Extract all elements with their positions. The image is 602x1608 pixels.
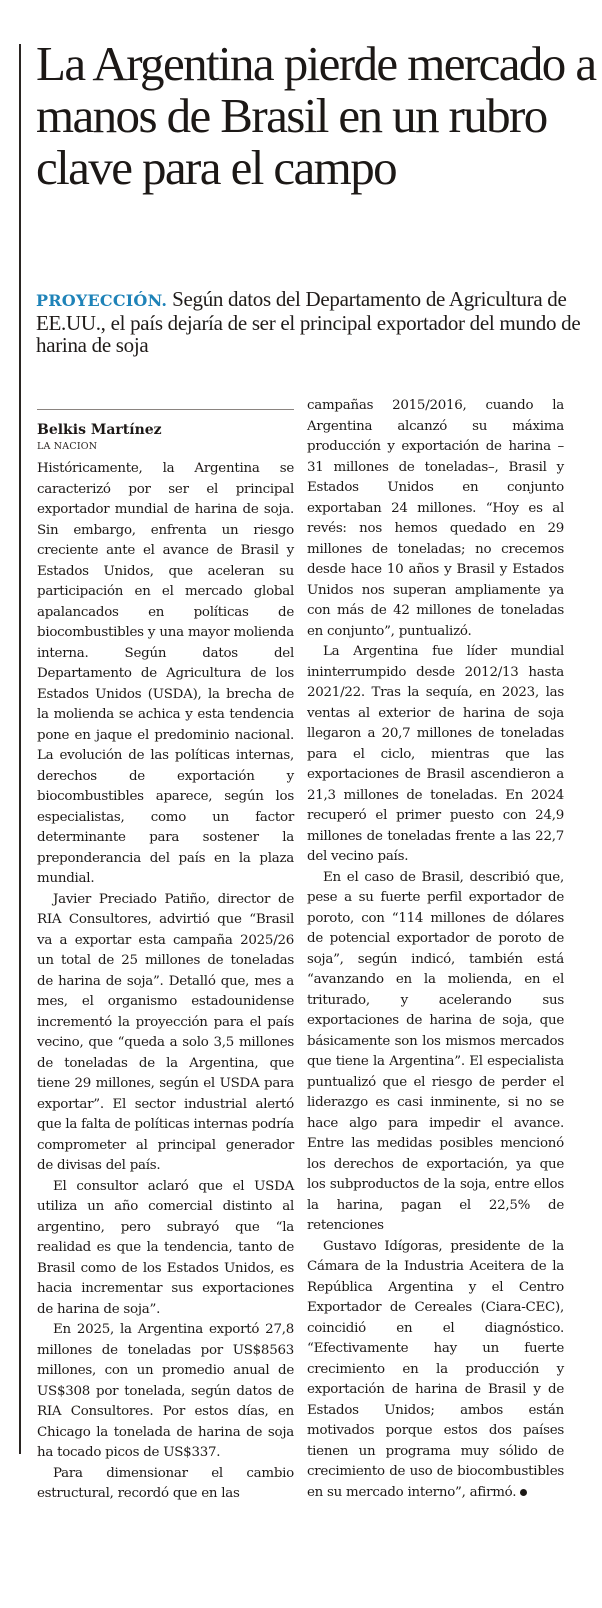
deck-text: Según datos del Departamento de Agricultura de EE.UU., el país dejaría de ser el principal exportador del mundo de harina de soja — [36, 287, 581, 357]
paragraph: Históricamente, la Argentina se caracterizó por ser el principal exportador mundial de harina de soja. Sin embargo, enfrenta un riesgo creciente ante el avance de Brasil y Estados Unidos, que aceleran su participación en el mercado global apalancados en políticas de biocombustibles y una mayor molienda interna. Según datos del Departamento de Agricultura de los Estados Unidos (USDA), la brecha de la molienda se achica y esta tendencia pone en jaque el predominio nacional. La evolución de las políticas internas, derechos de exportación y biocombustibles aparece, según los especialistas, como un factor determinante para sostener la preponderancia del país en la plaza mundial. — [37, 461, 294, 886]
byline-author: Belkis Martínez — [37, 422, 162, 438]
deck-kicker: PROYECCIÓN. — [36, 291, 168, 310]
paragraph: La Argentina fue líder mundial ininterrumpido desde 2012/13 hasta 2021/22. Tras la sequía, en 2023, las ventas al exterior de harina de soja llegaron a 20,7 millones de toneladas para el ciclo, mientras que las exportaciones de Brasil ascendieron a 21,3 millones de toneladas. En 2024 recuperó el primer puesto con 24,9 millones de toneladas frente a las 22,7 del vecino país. — [307, 644, 564, 864]
body-column-left — [37, 459, 294, 1505]
paragraph: Javier Preciado Patiño, director de RIA Consultores, advirtió que “Brasil va a exportar esta campaña 2025/26 un total de 25 millones de toneladas de harina de soja”. Detalló que, mes a mes, el organismo estadounidense incrementó la proyección para el país vecino, que “queda a solo 3,5 millones de toneladas de la Argentina, que tiene 29 millones, según el USDA para exportar”. El sector industrial alertó que la falta de políticas internas podría comprometer al principal generador de divisas del país. — [37, 891, 294, 1173]
paragraph-final-text: Gustavo Idígoras, presidente de la Cámara de la Industria Aceitera de la República Argentina y el Centro Exportador de Cereales (Ciara-CEC), coincidió en el diagnóstico. “Efectivamente hay un fuerte crecimiento en la producción y exportación de harina de Brasil y de Estados Unidos; ambos están motivados porque estos dos países tienen un programa muy sólido de crecimiento de uso de biocombustibles en su mercado interno”, afirmó. — [307, 1238, 564, 1500]
paragraph-final — [307, 1237, 564, 1504]
deck — [36, 288, 596, 356]
body-column-right — [307, 396, 564, 1503]
headline: La Argentina pierde mercado a manos de Brasil en un rubro clave para el campo — [36, 36, 596, 195]
end-of-article-bullet-icon — [520, 1489, 527, 1496]
paragraph: campañas 2015/2016, cuando la Argentina alcanzó su máxima producción y exportación de harina –31 millones de toneladas–, Brasil y Estados Unidos en conjunto exportaban 24 millones. “Hoy es al revés: nos hemos quedado en 29 millones de toneladas; no crecemos desde hace 10 años y Brasil y Estados Unidos nos superan ampliamente ya con más de 42 millones de toneladas en conjunto”, puntualizó. — [307, 398, 564, 639]
paragraph: El consultor aclaró que el USDA utiliza un año comercial distinto al argentino, pero subrayó que “la realidad es que la tendencia, tanto de Brasil como de los Estados Unidos, es hacia incrementar sus exportaciones de harina de soja”. — [37, 1178, 294, 1317]
paragraph: En el caso de Brasil, describió que, pese a su fuerte perfil exportador de poroto, con “114 millones de dólares de potencial exportador de poroto de soja”, según indicó, también está “avanzando en la molienda, en el triturado, y acelerando sus exportaciones de harina de soja, que básicamente son los mismos mercados que tiene la Argentina”. El especialista puntualizó que el riesgo de perder el liderazgo es casi inminente, si no se hace algo para impedir el avance. Entre las medidas posibles mencionó los derechos de exportación, ya que los subproductos de la soja, entre ellos la harina, pagan el 22,5% de retenciones — [307, 869, 564, 1233]
paragraph: Para dimensionar el cambio estructural, recordó que en las — [37, 1465, 294, 1501]
byline-outlet: LA NACION — [37, 441, 98, 452]
byline-divider — [37, 409, 294, 410]
paragraph: En 2025, la Argentina exportó 27,8 millones de toneladas por US$8563 millones, con un promedio anual de US$308 por tonelada, según datos de RIA Consultores. Por estos días, en Chicago la tonelada de harina de soja ha tocado picos de US$337. — [37, 1322, 294, 1460]
left-column-rule — [19, 44, 21, 1454]
